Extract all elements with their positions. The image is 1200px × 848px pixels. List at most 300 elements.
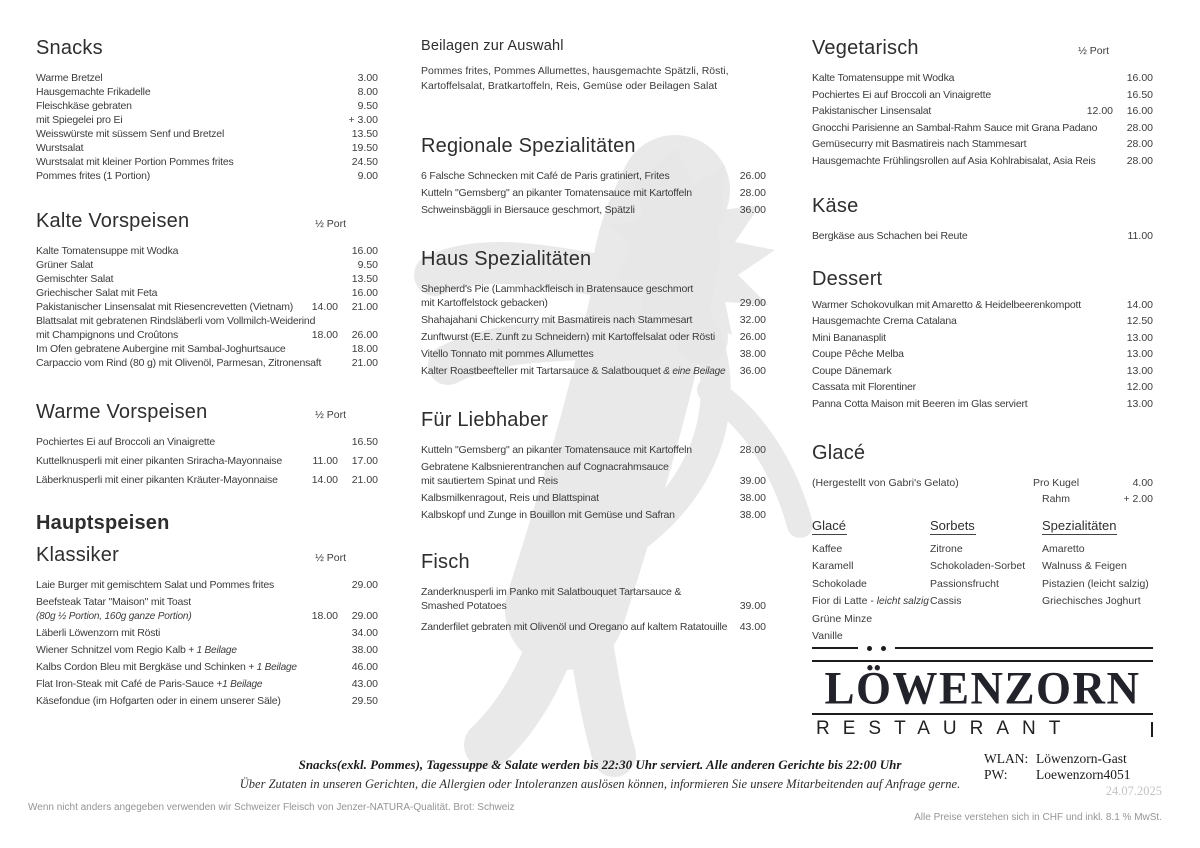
item-name-line (36, 474, 298, 487)
menu-item (812, 348, 1153, 361)
flavour-item (812, 593, 930, 611)
item-name (36, 474, 298, 487)
item-price: 29.50 (351, 695, 378, 707)
item-text: Warme Bretzel (36, 72, 103, 84)
meat-origin-note: Wenn nicht anders angegeben verwenden wir Schweizer Fleisch von Jenzer-NATURA-Qualität. Brot: Schweiz (28, 802, 515, 813)
item-name-line2: mit sautiertem Spinat und Reis (421, 475, 558, 487)
item-text: Pommes frites (1 Portion) (36, 170, 151, 182)
menu-item (421, 331, 766, 344)
item-name (36, 170, 338, 183)
flavour-item: Amaretto (1042, 542, 1085, 555)
item-name-line (812, 89, 1113, 102)
item-text: Coupe Dänemark (812, 364, 892, 377)
flavour-group-header: Glacé (812, 517, 846, 533)
menu-item (36, 357, 378, 370)
item-price: 21.00 (351, 357, 378, 369)
item-name-line (36, 627, 338, 640)
item-name (812, 72, 1113, 85)
section-regionale-spezialitaeten (421, 134, 766, 217)
section-snacks (36, 36, 378, 183)
item-name (36, 273, 338, 286)
menu-item (812, 230, 1153, 243)
item-name-line (36, 170, 338, 183)
flavour-group (1042, 517, 1153, 646)
item-price: 26.00 (351, 329, 378, 341)
menu-item (36, 644, 378, 657)
menu-item (421, 314, 766, 327)
item-price: 9.50 (357, 100, 378, 112)
menu-item (421, 509, 766, 522)
glace-pricing (812, 477, 1153, 509)
item-price: 14.00 (1126, 298, 1153, 311)
item-text: Pakistanischer Linsensalat (812, 105, 932, 117)
item-name-line (36, 315, 316, 328)
restaurant-logo (812, 660, 1153, 740)
item-text: 6 Falsche Schnecken mit Café de Paris gratiniert, Frites (421, 170, 670, 182)
item-text: Zanderfilet gebraten mit Olivenöl und Oregano auf kaltem Ratatouille (421, 621, 728, 633)
item-price: 13.00 (1126, 397, 1153, 410)
menu-item (36, 72, 378, 85)
menu-item (36, 100, 378, 113)
pw-label: PW: (984, 767, 1008, 782)
item-price: 34.00 (351, 627, 378, 639)
section-description: Pommes frites, Pommes Allumettes, hausgemachte Spätzli, Rösti, Kartoffelsalat, Bratkartoffeln, Reis, Gemüse oder Beilagen Salat (421, 65, 729, 92)
item-name-line (421, 187, 726, 200)
section-header (812, 194, 1153, 230)
item-name (812, 348, 1113, 361)
menu-item (812, 299, 1153, 312)
wlan-info (984, 751, 1162, 799)
item-price: 19.50 (351, 142, 378, 154)
glace-producer-note: (Hergestellt von Gabri's Gelato) (812, 476, 959, 489)
menu-column-3 (812, 36, 1153, 646)
item-price: 13.00 (1126, 348, 1153, 360)
menu-item (36, 156, 378, 169)
section-title: Beilagen zur Auswahl (421, 38, 564, 54)
menu-item (36, 661, 378, 674)
item-name-line (812, 315, 1113, 328)
item-price: 21.00 (351, 474, 378, 486)
item-name-line (36, 695, 338, 708)
section-header (36, 36, 378, 72)
menu-item (36, 455, 378, 468)
item-text: Hausgemachte Frikadelle (36, 86, 151, 98)
flavour-item: Schokoladen-Sorbet (930, 560, 1026, 572)
section-title: Hauptspeisen (36, 512, 170, 534)
item-price: 28.00 (739, 444, 766, 456)
item-name-line (36, 579, 338, 592)
half-portion-label: ½ Port (1078, 45, 1109, 57)
item-name-line (812, 332, 1113, 345)
menu-item (812, 315, 1153, 328)
item-price: 24.50 (351, 156, 378, 168)
item-name-line (421, 331, 726, 344)
item-text: Carpaccio vom Rind (80 g) mit Olivenöl, Parmesan, Zitronensaft (36, 357, 322, 369)
section-warme-vorspeisen (36, 400, 378, 487)
item-price: 38.00 (351, 644, 378, 656)
section-header (421, 36, 766, 64)
item-price: 46.00 (351, 661, 378, 673)
flavour-item: Cassis (930, 595, 962, 607)
item-text: Schweinsbäggli in Biersauce geschmort, Spätzli (421, 204, 635, 216)
menu-item (36, 695, 378, 708)
item-text: Kutteln "Gemsberg" an pikanter Tomatensauce mit Kartoffeln (421, 444, 692, 456)
flavour-item: Grüne Minze (812, 612, 873, 625)
item-name-line (421, 444, 726, 457)
menu-item (421, 283, 766, 310)
logo-right-tick (1151, 722, 1153, 737)
item-note-italic: +1 Beilage (213, 679, 263, 690)
item-name-line (36, 100, 338, 113)
item-name (421, 586, 726, 613)
brand-block (812, 646, 1153, 740)
item-price: 32.00 (739, 314, 766, 326)
item-name-line (812, 122, 1113, 135)
item-name-line (36, 343, 338, 356)
menu-item (36, 86, 378, 99)
item-name (421, 170, 726, 183)
item-price: 36.00 (739, 365, 766, 377)
item-name (36, 695, 338, 708)
scoop-price-row (1003, 493, 1153, 505)
item-text: Wurstsalat mit kleiner Portion Pommes frites (36, 156, 234, 168)
item-text: Wurstsalat (36, 142, 84, 154)
half-portion-label: ½ Port (315, 218, 346, 230)
item-price-half: 14.00 (311, 474, 338, 486)
item-price: 16.00 (351, 287, 378, 299)
item-name (812, 89, 1113, 102)
flavour-item: Griechisches Joghurt (1042, 595, 1141, 607)
item-text: Griechischer Salat mit Feta (36, 287, 158, 299)
item-price: 16.50 (1126, 88, 1153, 101)
item-name (36, 579, 338, 592)
item-price: 17.00 (351, 455, 378, 467)
item-name (812, 398, 1113, 411)
flavour-list (930, 541, 1042, 611)
flavour-item: Walnuss & Feigen (1042, 560, 1127, 572)
item-price: 28.00 (1126, 121, 1153, 134)
menu-item (36, 170, 378, 183)
flavour-item: Schokolade (812, 577, 867, 590)
menu-item (812, 72, 1153, 85)
item-text: Gemischter Salat (36, 273, 114, 285)
section-title: Käse (812, 194, 859, 217)
item-price: 39.00 (739, 600, 766, 612)
section-kalte-vorspeisen (36, 209, 378, 370)
item-price-half: 18.00 (311, 329, 338, 341)
item-price-half: 14.00 (311, 301, 338, 313)
item-price: 16.50 (351, 436, 378, 448)
item-text: Läberli Löwenzorn mit Rösti (36, 627, 161, 639)
menu-item (36, 627, 378, 640)
item-name (812, 365, 1113, 378)
item-name-line (36, 245, 338, 258)
item-name (36, 596, 298, 623)
item-name (36, 245, 338, 258)
section-title: Fisch (421, 551, 470, 573)
item-text: Vitello Tonnato mit pommes Allumettes (421, 348, 594, 360)
flavour-item: Kaffee (812, 542, 843, 555)
wlan-label: WLAN: (984, 751, 1029, 766)
item-name (421, 492, 726, 505)
flavour-item: Passionsfrucht (930, 577, 999, 590)
menu-item (421, 187, 766, 200)
section-title: Für Liebhaber (421, 409, 549, 431)
scoop-prices (1003, 477, 1153, 509)
menu-item (812, 332, 1153, 345)
item-text: Fleischkäse gebraten (36, 100, 132, 112)
section-header (36, 511, 378, 539)
section-haus-spezialitaeten (421, 247, 766, 378)
item-name-line (812, 72, 1113, 85)
menu-item (36, 287, 378, 300)
item-price: 29.00 (739, 297, 766, 309)
item-price: 36.00 (739, 204, 766, 216)
item-price: 38.00 (739, 509, 766, 521)
menu-item (36, 343, 378, 356)
logo-title: LÖWENZORN (824, 662, 1141, 714)
item-text: Shepherd's Pie (Lammhackfleisch in Bratensauce geschmort (421, 283, 694, 295)
item-text: Hausgemachte Crema Catalana (812, 315, 957, 327)
item-price: 3.00 (357, 72, 378, 84)
menu-item (36, 128, 378, 141)
scoop-price-row (1003, 477, 1153, 489)
menu-item (36, 142, 378, 155)
item-name-line (812, 348, 1113, 361)
item-text: Weisswürste mit süssem Senf und Bretzel (36, 128, 225, 140)
item-name (812, 381, 1113, 394)
menu-item (36, 678, 378, 691)
item-price-half: 18.00 (311, 610, 338, 622)
item-name-line (36, 644, 338, 657)
item-text: Kalter Roastbeefteller mit Tartarsauce & Salatbouquet (421, 365, 661, 377)
item-name (812, 122, 1113, 135)
item-price: 9.50 (357, 259, 378, 271)
menu-item (36, 596, 378, 623)
section-title: Kalte Vorspeisen (36, 210, 190, 232)
item-name-line (421, 204, 726, 217)
scoop-price-value: + 2.00 (1123, 492, 1153, 505)
item-price: 26.00 (739, 170, 766, 182)
item-name-line (421, 348, 726, 361)
dot-separator (812, 646, 1153, 650)
item-name-line (421, 461, 726, 474)
item-name (812, 332, 1113, 345)
item-text: Kalte Tomatensuppe mit Wodka (812, 72, 955, 84)
item-price-half: 12.00 (1086, 105, 1113, 117)
item-price: 38.00 (739, 348, 766, 360)
item-text: Zanderknusperli im Panko mit Salatbouquet Tartarsauce & (421, 586, 682, 598)
item-price: 29.00 (351, 610, 378, 622)
pw-value: Loewenzorn4051 (1036, 767, 1131, 782)
item-price: 16.00 (351, 245, 378, 257)
section-header (812, 36, 1153, 72)
section-fisch (421, 550, 766, 634)
item-name-line2: mit Champignons und Croûtons (36, 329, 179, 341)
flavour-list (1042, 541, 1153, 611)
item-name (36, 661, 338, 674)
item-price: 38.00 (739, 492, 766, 504)
item-name-line (812, 398, 1113, 411)
item-name (36, 436, 338, 449)
item-price: 16.00 (1126, 72, 1153, 84)
section-header (812, 441, 1153, 477)
item-text: Kalbsmilkenragout, Reis und Blattspinat (421, 492, 599, 504)
item-name-line (36, 301, 298, 314)
item-name (36, 142, 338, 155)
menu-item (421, 461, 766, 488)
item-text: Gnocchi Parisienne an Sambal-Rahm Sauce mit Grana Padano (812, 121, 1098, 134)
item-name-line (421, 586, 726, 599)
item-text: Warmer Schokovulkan mit Amaretto & Heidelbeerenkompott (812, 298, 1081, 311)
item-name-line (36, 287, 338, 300)
menu-item (36, 315, 378, 342)
item-name (36, 86, 338, 99)
glace-flavour-groups (812, 517, 1153, 646)
item-price: 28.00 (739, 187, 766, 199)
section-beilagen (421, 36, 766, 94)
item-price: 13.50 (351, 128, 378, 140)
item-name (36, 455, 298, 468)
item-name-line (421, 621, 726, 634)
menu-item (36, 245, 378, 258)
item-price: 13.50 (351, 273, 378, 285)
item-text: Bergkäse aus Schachen bei Reute (812, 229, 968, 242)
item-price: 8.00 (357, 86, 378, 98)
item-text: Im Ofen gebratene Aubergine mit Sambal-Joghurtsauce (36, 343, 286, 355)
item-name (812, 105, 1065, 118)
item-name (812, 138, 1113, 151)
flavour-note-italic: leicht salzig (876, 596, 929, 607)
item-name (36, 287, 338, 300)
flavour-group (812, 517, 930, 646)
item-price: 29.00 (351, 579, 378, 591)
section-title: Vegetarisch (812, 37, 919, 59)
menu-item (36, 436, 378, 449)
item-name-line (36, 661, 338, 674)
item-name-line (812, 365, 1113, 378)
item-name (812, 230, 1113, 243)
item-name-line (421, 283, 726, 296)
item-name-line (36, 142, 338, 155)
item-name (421, 621, 726, 634)
section-header (812, 267, 1153, 299)
item-text: Kutteln "Gemsberg" an pikanter Tomatensauce mit Kartoffeln (421, 187, 692, 199)
section-klassiker (36, 543, 378, 708)
item-text: Wiener Schnitzel vom Regio Kalb (36, 644, 186, 656)
item-price: 13.00 (1126, 364, 1153, 377)
item-price: + 3.00 (348, 114, 378, 126)
item-name (421, 204, 726, 217)
section-kaese (812, 194, 1153, 243)
item-price-half: 11.00 (312, 455, 338, 467)
item-name (36, 128, 338, 141)
menu-item (812, 122, 1153, 135)
item-name-line (36, 357, 338, 370)
section-glace (812, 441, 1153, 646)
flavour-group (930, 517, 1042, 646)
item-name (812, 299, 1113, 312)
item-price: 28.00 (1126, 154, 1153, 167)
menu-item (421, 365, 766, 378)
menu-item (812, 381, 1153, 394)
item-note-italic: + 1 Beilage (245, 662, 297, 673)
item-text: Kalte Tomatensuppe mit Wodka (36, 245, 179, 257)
item-name-line (812, 105, 1065, 118)
item-name (421, 348, 726, 361)
menu-date: 24.07.2025 (1105, 784, 1162, 798)
item-text: mit Spiegelei pro Ei (36, 114, 123, 126)
item-text: Zunftwurst (E.E. Zunft zu Schneidern) mit Kartoffelsalat oder Rösti (421, 331, 715, 343)
item-name-line (36, 678, 338, 691)
menu-item (421, 492, 766, 505)
item-text: Hausgemachte Frühlingsrollen auf Asia Kohlrabisalat, Asia Reis (812, 154, 1096, 167)
item-name (421, 283, 726, 310)
menu-item (812, 365, 1153, 378)
menu-item (36, 301, 378, 314)
item-name (421, 444, 726, 457)
item-name-line (36, 596, 298, 609)
item-name (36, 72, 338, 85)
item-name (36, 114, 338, 127)
menu-item (421, 621, 766, 634)
item-text: Shahajahani Chickencurry mit Basmatireis nach Stammesart (421, 314, 693, 326)
item-price: 12.00 (1126, 381, 1153, 393)
item-text: Läberknusperli mit einer pikanten Kräuter-Mayonnaise (36, 474, 278, 486)
item-name (421, 187, 726, 200)
menu-item (421, 586, 766, 613)
wlan-value: Löwenzorn-Gast (1036, 751, 1127, 766)
flavour-group-header: Sorbets (930, 517, 975, 533)
scoop-price-label: Pro Kugel (1032, 476, 1080, 489)
item-text: Panna Cotta Maison mit Beeren im Glas serviert (812, 397, 1028, 410)
menu-item (36, 273, 378, 286)
item-name-line (36, 455, 298, 468)
flavour-item: Zitrone (930, 542, 963, 555)
section-title: Glacé (812, 441, 866, 464)
item-name (36, 357, 338, 370)
section-hauptspeisen (36, 511, 378, 539)
item-price: 43.00 (351, 678, 378, 690)
menu-item (812, 138, 1153, 151)
item-text: Gemüsecurry mit Basmatireis nach Stammesart (812, 138, 1027, 150)
section-title: Regionale Spezialitäten (421, 135, 636, 157)
item-name (421, 461, 726, 488)
item-name (36, 259, 338, 272)
item-text: Blattsalat mit gebratenen Rindsläberli vom Vollmilch-Weiderind (36, 315, 316, 327)
item-name-line (812, 230, 1113, 243)
item-name-line (36, 114, 338, 127)
flavour-item: Vanille (812, 630, 843, 642)
vat-price-note: Alle Preise verstehen sich in CHF und inkl. 8.1 % MwSt. (914, 812, 1162, 823)
menu-item (812, 105, 1153, 118)
item-name-line (36, 259, 338, 272)
item-text: Cassata mit Florentiner (812, 381, 916, 393)
item-name-line2: (80g ½ Portion, 160g ganze Portion) (36, 611, 192, 622)
item-text: Kalbs Cordon Bleu mit Bergkäse und Schinken (36, 661, 246, 673)
section-title: Klassiker (36, 544, 119, 566)
item-price: 39.00 (739, 475, 766, 487)
section-title: Dessert (812, 267, 883, 290)
section-header (421, 550, 766, 586)
item-text: Gebratene Kalbsnierentranchen auf Cognacrahmsauce (421, 461, 669, 473)
item-name-line2: Smashed Potatoes (421, 600, 507, 612)
item-name-line (812, 138, 1113, 151)
item-price: 9.00 (357, 170, 378, 182)
item-price: 16.00 (1126, 105, 1153, 117)
item-text: Pakistanischer Linsensalat mit Riesencrevetten (Vietnam) (36, 301, 294, 313)
menu-item (36, 259, 378, 272)
